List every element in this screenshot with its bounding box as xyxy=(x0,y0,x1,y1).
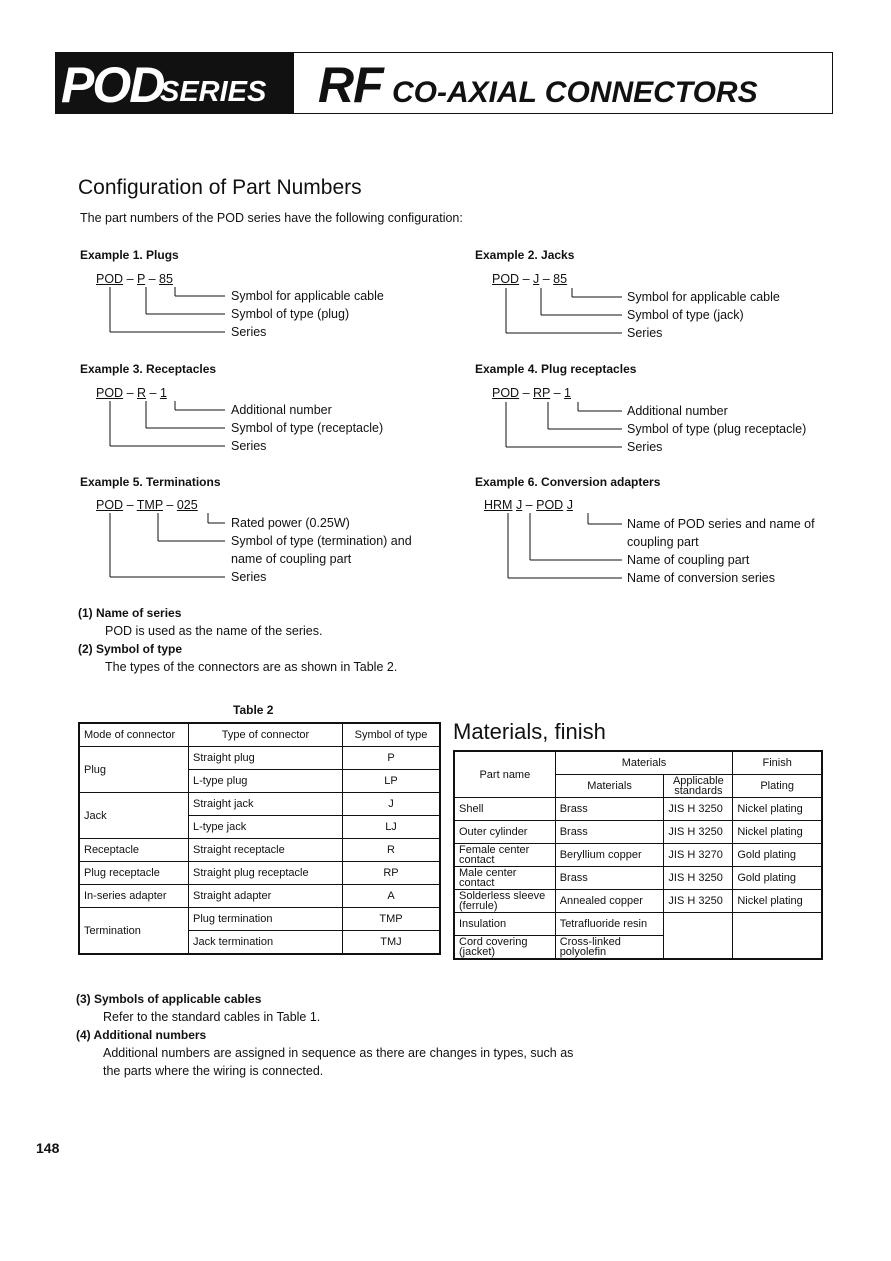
example-1-label: Example 1. Plugs xyxy=(80,248,179,262)
table-header-standards xyxy=(664,775,733,798)
table-cell: RP xyxy=(343,862,441,885)
table-cell: TMJ xyxy=(343,931,441,955)
code-part: POD xyxy=(536,498,564,512)
table-cell: Nickel plating xyxy=(733,890,822,913)
example-4-code: POD – RP – 1 xyxy=(492,386,571,400)
table-cell: Brass xyxy=(555,798,664,821)
header-pod: POD xyxy=(61,57,164,113)
page-title: Configuration of Part Numbers xyxy=(78,176,362,199)
header-line: Applicable xyxy=(672,775,724,787)
table-cell xyxy=(664,913,733,960)
table-cell: A xyxy=(343,885,441,908)
table-cell: JIS H 3250 xyxy=(664,867,733,890)
example-5-item: Symbol of type (termination) and xyxy=(231,534,412,548)
code-part: POD xyxy=(96,498,124,512)
code-part: 85 xyxy=(553,272,568,286)
table-cell: Beryllium copper xyxy=(555,844,664,867)
table-cell: R xyxy=(343,839,441,862)
table-cell: Plug xyxy=(79,747,189,793)
example-6-item: Name of coupling part xyxy=(627,553,750,567)
code-part: POD xyxy=(492,386,520,400)
note-4-body: the parts where the wiring is connected. xyxy=(103,1064,324,1078)
table-header: Finish xyxy=(733,751,822,775)
example-4-label: Example 4. Plug receptacles xyxy=(475,362,637,376)
example-5-item: Rated power (0.25W) xyxy=(231,516,350,530)
table-cell: Straight receptacle xyxy=(189,839,343,862)
code-part: TMP xyxy=(136,498,163,512)
table-2 xyxy=(78,722,441,955)
example-1-item: Symbol for applicable cable xyxy=(231,289,384,303)
example-4-item: Symbol of type (plug receptacle) xyxy=(627,422,807,436)
example-4-item: Series xyxy=(627,440,663,454)
intro-text: The part numbers of the POD series have the following configuration: xyxy=(80,211,463,225)
code-part: 1 xyxy=(159,386,167,400)
table-cell: P xyxy=(343,747,441,770)
table-cell: LJ xyxy=(343,816,441,839)
example-2-item: Series xyxy=(627,326,663,340)
table-cell: Termination xyxy=(79,908,189,955)
code-part: P xyxy=(137,272,146,286)
code-part: POD xyxy=(96,272,124,286)
header-line: standards xyxy=(674,785,723,797)
note-3-body: Refer to the standard cables in Table 1. xyxy=(103,1010,321,1024)
table-cell: Brass xyxy=(555,821,664,844)
table-cell: In-series adapter xyxy=(79,885,189,908)
table-cell xyxy=(733,913,822,960)
table-cell: Plug termination xyxy=(189,908,343,931)
table-cell: Tetrafluoride resin xyxy=(555,913,664,936)
table-cell: Insulation xyxy=(454,913,555,936)
table-header: Materials xyxy=(555,775,664,798)
table-cell: L-type jack xyxy=(189,816,343,839)
table-cell: Straight jack xyxy=(189,793,343,816)
table-cell: Cross-linked polyolefin xyxy=(555,936,664,960)
table-cell: J xyxy=(343,793,441,816)
example-6-item: coupling part xyxy=(627,535,699,549)
table-cell: Gold plating xyxy=(733,867,822,890)
table-cell: JIS H 3250 xyxy=(664,890,733,913)
table-cell: Nickel plating xyxy=(733,798,822,821)
example-6-code: HRM J – POD J xyxy=(484,498,573,512)
table-cell: L-type plug xyxy=(189,770,343,793)
code-part: J xyxy=(533,272,540,286)
table-cell: Nickel plating xyxy=(733,821,822,844)
table-cell: Receptacle xyxy=(79,839,189,862)
table-cell: Straight plug receptacle xyxy=(189,862,343,885)
table-cell: TMP xyxy=(343,908,441,931)
example-3-item: Symbol of type (receptacle) xyxy=(231,421,384,435)
code-part: 1 xyxy=(564,386,571,400)
note-4-body: Additional numbers are assigned in sequence as there are changes in types, such as xyxy=(103,1046,574,1060)
code-part: 85 xyxy=(159,272,173,286)
example-5-code: POD – TMP – 025 xyxy=(96,498,198,512)
example-3-code: POD – R – 1 xyxy=(96,386,167,400)
code-part: POD xyxy=(96,386,124,400)
example-2-item: Symbol for applicable cable xyxy=(627,290,780,304)
header-rf: RF xyxy=(318,57,383,113)
table-cell: Solderless sleeve (ferrule) xyxy=(454,890,555,913)
table-cell: Jack xyxy=(79,793,189,839)
table-cell: Plug receptacle xyxy=(79,862,189,885)
table-cell: Gold plating xyxy=(733,844,822,867)
table-cell: Male center contact xyxy=(454,867,555,890)
table-header: Materials xyxy=(555,751,733,775)
example-3-item: Additional number xyxy=(231,403,332,417)
table-2-title: Table 2 xyxy=(233,703,274,717)
materials-title: Materials, finish xyxy=(453,719,606,744)
example-3-item: Series xyxy=(231,439,267,453)
example-2-item: Symbol of type (jack) xyxy=(627,308,744,322)
code-part: J xyxy=(566,498,573,512)
header-series: SERIES xyxy=(160,76,267,108)
materials-table xyxy=(453,750,823,960)
table-cell: JIS H 3250 xyxy=(664,798,733,821)
example-1-item: Series xyxy=(231,325,267,339)
table-header: Plating xyxy=(733,775,822,798)
table-cell: Shell xyxy=(454,798,555,821)
code-part: RP xyxy=(533,386,551,400)
example-1-code: POD – P – 85 xyxy=(96,272,173,286)
table-cell: Jack termination xyxy=(189,931,343,955)
note-1-heading: (1) Name of series xyxy=(78,606,182,620)
table-header: Symbol of type xyxy=(343,723,441,747)
example-6-item: Name of POD series and name of xyxy=(627,517,815,531)
note-4-heading: (4) Additional numbers xyxy=(76,1028,207,1042)
example-5-label: Example 5. Terminations xyxy=(80,475,221,489)
table-cell: Annealed copper xyxy=(555,890,664,913)
table-header: Type of connector xyxy=(189,723,343,747)
table-cell: Cord covering (jacket) xyxy=(454,936,555,960)
note-2-heading: (2) Symbol of type xyxy=(78,642,183,656)
example-5-item: name of coupling part xyxy=(231,552,352,566)
table-cell: LP xyxy=(343,770,441,793)
table-cell: Female center contact xyxy=(454,844,555,867)
code-part: 025 xyxy=(176,498,198,512)
code-part: R xyxy=(137,386,147,400)
table-cell: JIS H 3270 xyxy=(664,844,733,867)
table-cell: Outer cylinder xyxy=(454,821,555,844)
example-6-item: Name of conversion series xyxy=(627,571,775,585)
page-number: 148 xyxy=(36,1140,60,1156)
header-coax: CO-AXIAL CONNECTORS xyxy=(392,76,758,109)
example-5-item: Series xyxy=(231,570,267,584)
example-1-item: Symbol of type (plug) xyxy=(231,307,350,321)
example-3-label: Example 3. Receptacles xyxy=(80,362,217,376)
example-6-label: Example 6. Conversion adapters xyxy=(475,475,661,489)
table-header: Part name xyxy=(454,751,555,798)
table-cell: JIS H 3250 xyxy=(664,821,733,844)
code-part: HRM xyxy=(484,498,513,512)
example-4-item: Additional number xyxy=(627,404,728,418)
code-part: J xyxy=(515,498,523,512)
note-1-body: POD is used as the name of the series. xyxy=(105,624,323,638)
table-cell: Straight plug xyxy=(189,747,343,770)
note-2-body: The types of the connectors are as shown in Table 2. xyxy=(105,660,398,674)
example-2-label: Example 2. Jacks xyxy=(475,248,575,262)
code-part: POD xyxy=(492,272,520,286)
example-2-code: POD – J – 85 xyxy=(492,272,568,286)
note-3-heading: (3) Symbols of applicable cables xyxy=(76,992,262,1006)
table-cell: Straight adapter xyxy=(189,885,343,908)
table-cell: Brass xyxy=(555,867,664,890)
table-header: Mode of connector xyxy=(79,723,189,747)
